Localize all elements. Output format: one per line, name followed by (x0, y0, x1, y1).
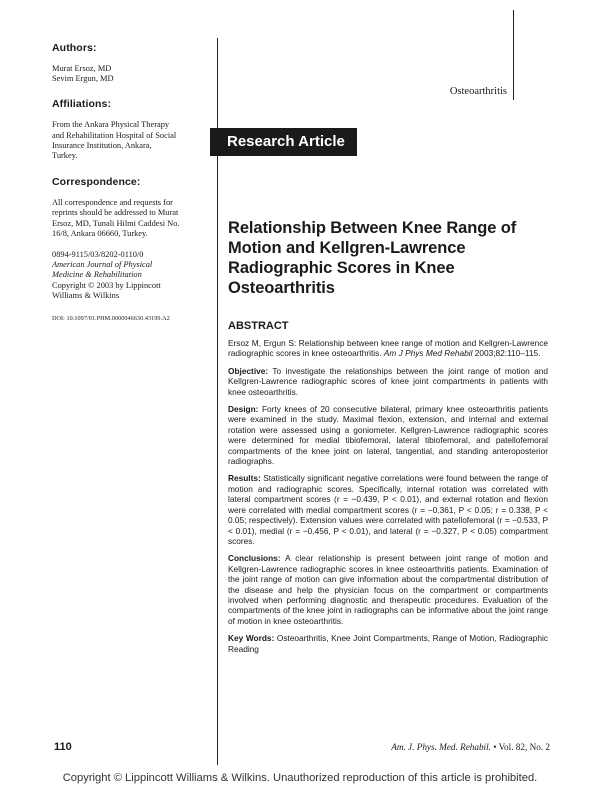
article-main (228, 218, 548, 661)
abstract-heading: ABSTRACT (228, 320, 289, 332)
author-1: Murat Ersoz, MD (52, 64, 112, 73)
citation-text: Ersoz M, Ergun S: Relationship between knee range of motion and Kellgren-Lawrence radiographic scores in knee osteoarthritis. (228, 338, 548, 359)
design-label: Design: (228, 404, 259, 415)
footer-journal-abbrev: Am. J. Phys. Med. Rehabil. (391, 742, 491, 752)
doi: DOI: 10.1097/01.PHM.0000046630.43199.A2 (52, 315, 170, 323)
affiliations-text: From the Ankara Physical Therapy and Rehabilitation Hospital of Social Insurance Institution, Ankara, Turkey. (52, 120, 177, 161)
copyright-notice: Copyright © Lippincott Williams & Wilkins. Unauthorized reproduction of this article is prohibited. (62, 772, 538, 784)
results-label: Results: (228, 473, 261, 484)
objective-label: Objective: (228, 365, 269, 376)
citation-tail: 2003;82:110–115. (474, 348, 541, 359)
journal-name: American Journal of Physical Medicine & Rehabilitation (52, 260, 153, 280)
section-label: Osteoarthritis (449, 86, 507, 97)
issn: 0894-9115/03/8202-0110/0 (52, 250, 144, 260)
keywords-text: Osteoarthritis, Knee Joint Compartments, Range of Motion, Radiographic Reading (228, 633, 549, 654)
section-divider (513, 10, 514, 100)
conclusions-text: A clear relationship is present between joint range of motion and Kellgren-Lawrence radiographic scores in knee osteoarthritis patients. Examination of the joint range of motion can give information about the compartmental distribution of the disease and help the physician focus on the compartment or compartments involved when performing diagnostic and therapeutic procedures. Evaluation of the compartments of the knee joint in radiographs can be informative about the joint range of motion in knee osteoarthritis. (228, 553, 548, 626)
keywords-section (228, 633, 548, 654)
results-text: Statistically significant negative correlations were found between the range of motion and radiographic scores. Specifically, internal rotation was correlated with lateral compartment scores (r = −0.439, P < 0.01), and external rotation and flexion were correlated with medial compartment scores (r = −0.361, P < 0.05; r = 0.338, P < 0.05; respectively). Extension values were correlated with patellofemoral (r = −0.533, P < 0.01), medial (r = −0.456, P < 0.01), and lateral (r = −0.327, P < 0.05) compartment scores. (228, 473, 548, 546)
correspondence-text: All correspondence and requests for reprints should be addressed to Murat Ersoz, MD, Tunali Hilmi Caddesi No. 16/8, Ankara 06660, Turkey. (52, 198, 180, 238)
affiliations-heading: Affiliations: (52, 98, 112, 111)
correspondence-heading: Correspondence: (52, 176, 141, 189)
footer-volume: • Vol. 82, No. 2 (493, 742, 550, 752)
objective-section (228, 366, 548, 397)
design-text: Forty knees of 20 consecutive bilateral, primary knee osteoarthritis patients were examined in the study. Maximal flexion, extension, and internal and external rotation were assessed using a goniometer. Kellgren-Lawrence radiographic scores were determined for medial tibiofemoral, lateral tibiofemoral, and patellofemoral compartments of the knee joint on lateral, tangential, and standing anteroposterior radiographs. (228, 404, 548, 467)
objective-text: To investigate the relationships between the joint range of motion and Kellgren-Lawrence radiographic scores of knee joint compartments in patients with knee osteoarthritis. (228, 365, 549, 397)
article-title: Relationship Between Knee Range of Motion and Kellgren-Lawrence Radiographic Scores in Knee Osteoarthritis (228, 219, 517, 297)
results-section (228, 473, 548, 546)
design-section (228, 404, 548, 466)
author-2: Sevim Ergun, MD (52, 74, 114, 84)
conclusions-label: Conclusions: (228, 553, 281, 564)
journal-copyright: Copyright © 2003 by Lippincott Williams & Wilkins (52, 280, 161, 300)
footer-journal (391, 742, 550, 752)
conclusions-section (228, 553, 548, 626)
citation-journal: Am J Phys Med Rehabil (383, 348, 473, 359)
keywords-label: Key Words: (228, 633, 275, 644)
article-sidebar (52, 42, 202, 328)
authors-heading: Authors: (52, 42, 97, 54)
article-type-banner: Research Article (210, 128, 357, 156)
page-number: 110 (54, 741, 72, 753)
citation (228, 338, 548, 359)
